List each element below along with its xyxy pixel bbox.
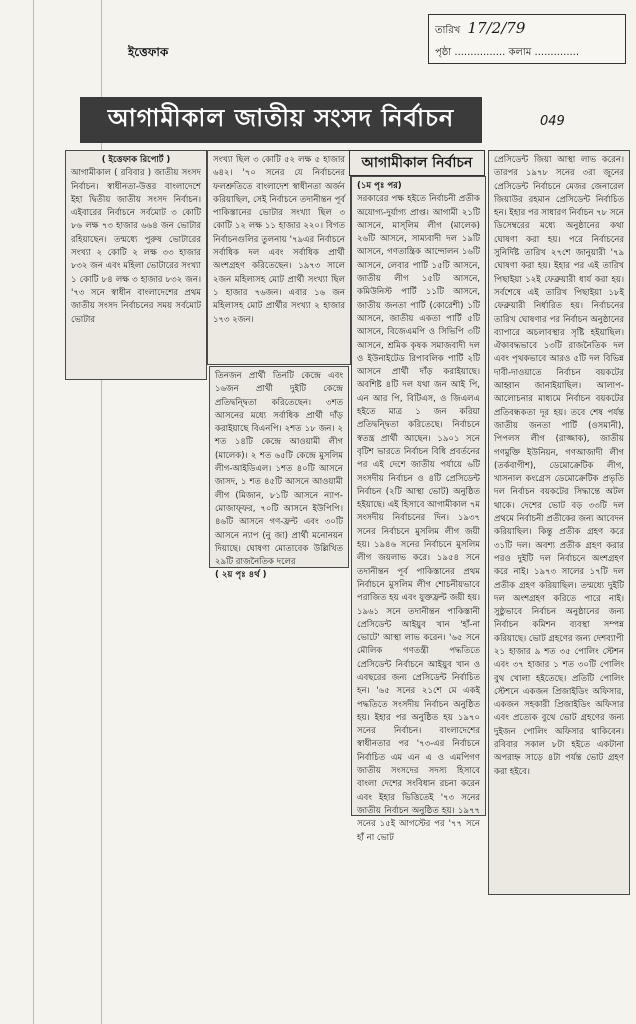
continuation-title: আগামীকাল নির্বাচন xyxy=(349,150,485,176)
article-column-4 xyxy=(488,150,630,895)
headline-banner: আগামীকাল জাতীয় সংসদ নির্বাচন xyxy=(80,97,482,143)
stamp-date-row xyxy=(435,19,525,40)
stamp-date-label: তারিখ xyxy=(435,25,461,36)
stamp-column-label: কলাম xyxy=(508,47,532,58)
continuation-subtitle: (১ম পৃঃ পর) xyxy=(357,181,402,191)
newspaper-name: ইত্তেফাক xyxy=(128,45,169,59)
column-3-text: সরকারের পক্ষ হইতে নির্বাচনী প্রতীক অযোগ্য-দুর্যাগ্য প্রাপ্ত। আগামী ২১টি আসনে, মাস্‌লিম লীগ (মালেক) ২৬টি আসনে, সাম্যবাদী দল ১৯টি আসনে, গণতান্ত্রিক আন্দোলন ১৬টি আসনে, লেবার পার্টি ১৫টি আসনে, জাতীয় লীগ ১৫টি আসনে, কমিউনিস্ট পার্টি ১১টি আসনে, জাতীয় জনতা পার্টি (কোরেশী) ১টি আসনে, জাতীয় একতা পার্টি ৫টি আসনে, বিজেএমপি ও সিভিপি ৩টি আসনে, শ্রমিক কৃষক সমাজবাদী দল ও ইউনাইটেড রিপাবলিক পার্টি ২টি আসনে প্রার্থী দাঁড় করাইয়াছে। অবশিষ্ট ৪টি দল যথা জন আই পি, এন আর পি, বিটিএস, ও জিএলএ হইতে মাত্র ১ জন করিয়া প্রতিদ্বন্দ্বিতা করিতেছে। নির্বাচনে স্বতন্ত্র প্রার্থী আছেন। ১৯০১ সনে বৃটিশ ভারতে নির্বাচন বিধি প্রবর্তনের পর এই দেশে জাতীয় পর্যায়ে ৬টি সংসদীয় নির্বাচন ও ৪টি প্রেসিডেন্ট নির্বাচন (২টি আস্থা ভোট) অনুষ্ঠিত হইয়াছে। এই হিসাবে আগামীকাল ৭ম সংসদীয় নির্বাচনের দিন। ১৯৩৭ সনের নির্বাচনে মুসলিম লীগ জয়ী হয়। ১৯৪৬ সনের নির্বাচনে মুসলিম লীগ জয়লাভ করে। ১৯৫৪ সনে তদানীন্তন পূর্ব পাকিস্তানের প্রথম নির্বাচনে মুসলিম লীগ শোচনীয়ভাবে পরাজিত হয় এবং যুক্তফ্রন্ট জয়ী হয়। ১৯৬১ সনে তদানীন্তন পাকিস্তানী প্রেসিডেন্ট আইয়ুব খান 'হাঁ-না ভোটে' আস্থা লাভ করেন। '৬৫ সনে মৌলিক গণতন্ত্রী পদ্ধতিতে প্রেসিডেন্ট নির্বাচনে আইয়ুব খান ও এবছরের জন্য প্রেসিডেন্ট নির্বাচিত হন। '৬৫ সনের ২১শে মে একই পদ্ধতিতে সংসদীয় নির্বাচন অনুষ্ঠিত হয়। ইহার পর অনুষ্ঠিত হয় ১৯৭০ সনের নির্বাচন। বাংলাদেশের স্বাধীনতার পর '৭৩-এর নির্বাচনে নির্বাচিত এম এন এ ও এমপিগণ জাতীয় সংসদের সদস্য হিসাবে বাংলা দেশের সংবিধান রচনা করেন এবং ইহার ভিত্তিতেই '৭৩ সনের জাতীয় নির্বাচন অনুষ্ঠিত হয়। ১৯৭৭ সনের ১৫ই আগস্টের পর '৭৭ সনে হাঁ না ভোট xyxy=(357,194,480,843)
column-2b-text: তিনজন প্রার্থী তিনটি কেন্দ্রে এবং ১৬জন প্রার্থী দুইটি কেন্দ্রে প্রতিদ্বন্দ্বিতা করিতেছেন। ৩শত আসনের মধ্যে সর্বাধিক প্রার্থী দাঁড় করাইয়াছে বিএনপি। ২শত ১৮ জন। ২ শত ১৪টি কেন্দ্রে আওয়ামী লীগ (মালেক)। ২ শত ৬৫টি কেন্দ্রে মুসলিম লীগ-আইডিএল। ১শত ৪০টি আসনে জাসদ, ১ শত ৪৫টি আসনে আওয়ামী লীগ (মিজান, ৮১টি আসনে ন্যাপ-মোজাফ্ফর, ৭০টি আসনে ইউপিপি। ৪৬টি আসনে গণ-ফ্রন্ট এবং ৩০টি আসনে ন্যাপ (নু জা) প্রার্থী মনোনয়ন দিয়াছে। ঘোষণা মোতাবেক উল্লিখিত ২৯টি রাজনৈতিক দলের xyxy=(215,371,343,568)
stamp-date-value: 17/2/79 xyxy=(467,19,526,37)
article-column-1 xyxy=(65,150,207,380)
article-column-2-continued xyxy=(209,366,349,581)
stamp-column-blank: .............. xyxy=(534,47,580,58)
stamp-page-label: পৃষ্ঠা xyxy=(435,47,452,58)
column-4-text: প্রেসিডেন্ট জিয়া আস্থা লাভ করেন। তারপর ১৯৭৮ সনের ৩রা জুনের প্রেসিডেন্ট নির্বাচনে মেজর জেনারেল জিয়াউর রহমান প্রেসিডেন্ট নির্বাচিত হন। ইহার পর সাধারণ নির্বাচন ৭৮ সনে ডিসেম্বরের মধ্যে অনুষ্ঠানের কথা ঘোষণা করা হয়। পরে নির্বাচনের সুনির্দিষ্ট তারিখ ২৭শে জানুয়ারী '৭৯ ঘোষণা করা হয়। ইহার পর এই তারিখ পিছাইয়া ১২ই ফেব্রুয়ারী ধার্য করা হয়। সর্বশেষে এই তারিখ পিছাইয়া ১৮ই ফেব্রুয়ারী নির্ধারিত হয়। নির্বাচনের তারিখ ঘোষণার পর নির্বাচন অনুষ্ঠানের ব্যাপারে অচলাবস্থার সৃষ্টি হইয়াছিল। ঐকাবদ্ধভাবে ১৩টি রাজনৈতিক দল এবং পৃথকভাবে আরও ৫টি দল বিভিন্ন দাবী-দাওয়াতে নির্বাচন বয়কটের আহ্বান জানাইয়াছিল। আলাপ-আলোচনার মাধ্যমে নির্বাচন বয়কটের প্রতিবন্ধকতা দূর হয়। তবে শেষ পর্যন্ত জাতীয় জনতা পার্টি (ওসমানী), পিপলস লীগ (রাজ্জাক), জাতীয় গণমুক্তি ইউনিয়ন, গণআজাদী লীগ (তর্কবাগীশ), ডেমোক্রেটিক লীগ, খাসনাল কংগ্রেস ডেমোক্রেটিক প্রভৃতি দল নির্বাচন বয়কটের সিদ্ধান্তে অটল থাকে। দেশের ভোট বড় ৩৩টি দল প্রথমে নির্বাচনী প্রতীকের জন্য আবেদন করিয়াছিল। কিন্তু প্রতীক গ্রহণ করে ৩১টি দল। অবশ্য প্রতীক গ্রহণ করার পরও দুইটি দল নির্বাচনে অংশগ্রহণ করে নাই। ১৯৭৩ সালের ১৭টি দল প্রতীক গ্রহণ করিয়াছিল। তন্মধ্যে দুইটি দল অংশগ্রহণ করিতে পারে নাই। সুষ্ঠুভাবে নির্বাচন অনুষ্ঠানের জন্য নির্বাচন কমিশন ব্যবস্থা সম্পন্ন করিয়াছে। ভোট গ্রহণের জন্য দেশব্যাপী ২১ হাজার ৯ শত ৩৫ পোলিং স্টেশন এবং ৩৭ হাজার ১ শত ৩০টি পোলিং বুথ খোলা হইতেছে। প্রতিটি পোলিং স্টেশনে একজন প্রিজাইডিং অফিসার, একজন সহকারী প্রিজাইডিং অফিসার এবং প্রত্যেক বুথে ভোট গ্রহণের জন্য দুইজন পোলিং অফিসার থাকিবেন। রবিবার সকাল ৮টা হইতে একটানা অপরাহ্ন সাড়ে ৪টা পর্যন্ত ভোট গ্রহণ করা হইবে। xyxy=(494,155,624,777)
article-column-3 xyxy=(351,176,486,843)
margin-line-left xyxy=(33,0,34,1024)
column-2-text: সংখ্যা ছিল ৩ কোটি ৫২ লক্ষ ৫ হাজার ৬৪২। '৭০ সনের যে নির্বাচনের ফলশ্রুতিতে বাংলাদেশ স্বাধীনতা অর্জন করিয়াছিল, সেই নির্বাচনে তদানীন্তন পূর্ব পাকিস্তানের ভোটার সংখ্যা ছিল ৩ কোটি ১২ লক্ষ ১১ হাজার ২২০। বিগত নির্বাচনগুলির তুলনায় '৭৯এর নির্বাচনে সর্বাধিক দল এবং সর্বাধিক প্রার্থী অংশগ্রহণ করিতেছেন। ১৯৭৩ সালে ২জন মহিলাসহ মোট প্রার্থী সংখ্যা ছিল ১ হাজার ৭৬জন। এবার ১৬ জন মহিলাসহ মোট প্রার্থীর সংখ্যা ২ হাজার ১৭৩ ২জন। xyxy=(213,155,345,325)
continued-tag: ( ২য় পৃঃ ৪র্থ ) xyxy=(215,570,267,581)
column-1-text: আগামীকাল ( রবিবার ) জাতীয় সংসদ নির্বাচন। স্বাধীনতা-উত্তর বাংলাদেশে ইহা দ্বিতীয় জাতীয় সংসদ নির্বাচন। এইবারের নির্বাচনে সর্বমোট ৩ কোটি ৮৬ লক্ষ ৭৩ হাজার ৬৬৪ জন ভোটার রহিয়াছেন। তন্মধ্যে পুরুষ ভোটারের সংখ্যা ২ কোটি ২ লক্ষ ৩৩ হাজার ৮৩২ জন এবং মহিলা ভোটারের সংখ্যা ১ কোটি ৮৪ লক্ষ ৩ হাজার ৮৩২ জন। '৭৩ সনে স্বাধীন বাংলাদেশের প্রথম জাতীয় সংসদ নির্বাচনের সময় সর্বমোট ভোটার xyxy=(71,168,201,325)
clip-number: 049 xyxy=(540,114,565,129)
stamp-page-row xyxy=(435,45,579,62)
stamp-page-blank: ................ xyxy=(454,47,506,58)
archive-stamp xyxy=(428,14,626,64)
article-column-2 xyxy=(207,150,351,365)
byline: ( ইত্তেফাক রিপোর্ট ) xyxy=(101,155,171,165)
